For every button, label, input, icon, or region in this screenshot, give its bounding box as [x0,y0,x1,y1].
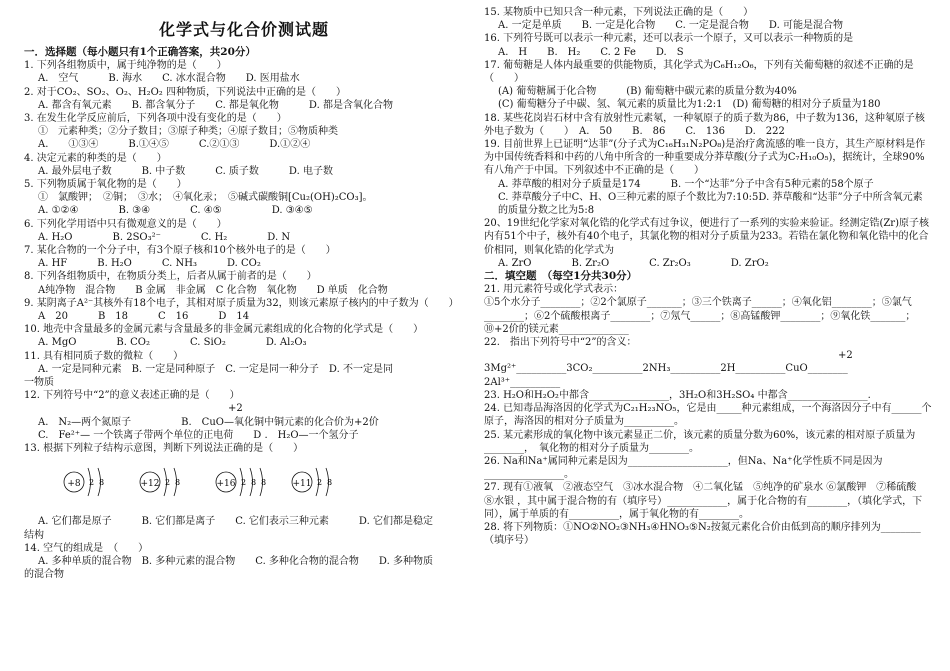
question-text: 17. 葡萄糖是人体内最重要的供能物质，其化学式为C₆H₁₂O₆，下列有关葡萄糖的叙述不正确的是（ ） [484,59,914,85]
atom-nucleus-label: +12 [140,479,160,490]
question-text: 14. 空气的组成是 （ ） [24,542,149,554]
question-text: 24. 已知毒品海洛因的化学式为C₂₁H₂₃NO₅，它是由_____种元素组成，一个海洛因分子中有______个原子，海洛因的相对分子质量为__________。 [484,403,932,428]
answer-options: A. 一定是单质 B. 一定是化合物 C. 一定是混合物 D. 可能是混合物 [498,20,843,32]
atom-diagram [134,460,194,510]
answer-options: A. HF B. H₂O C. NH₃ D. CO₂ [38,258,261,270]
left-questions [24,59,464,581]
answer-options: A. H₂O B. 2SO₃²⁻ C. H₂ D. N [38,231,291,243]
question-text: 2Al³⁺__________ [484,376,561,388]
question-text: 27. 现有①液氧 ②液态空气 ③冰水混合物 ④二氧化锰 ⑤纯净的矿泉水 ⑥氯酸钾 ⑦稀硫酸 ⑧水银 ，其中属于混合物的有（填序号）____________，属于化合物的有________，（填化学式，下同），属于单质的有__________，属于氧化物的有________。 [484,482,927,520]
atom-diagram [210,460,270,510]
answer-options: A. 多种单质的混合物 B. 多种元素的混合物 C. 多种化合物的混合物 D. 多种物质 [38,555,433,567]
question-text: 12. 下列符号中“2”的意义表述正确的是（ ） [24,390,240,402]
question-text: 10. 地壳中含量最多的金属元素与含量最多的非金属元素组成的化合物的化学式是（ ） [24,324,424,336]
answer-options: A. H B. H₂ C. 2 Fe D. S [498,46,684,58]
answer-options: (C) 葡萄糖分子中碳、氢、氧元素的质量比为1:2:1 (D) 葡萄糖的相对分子质量为180 [498,99,881,111]
question-text: 6. 下列化学用语中只有微观意义的是（ ） [24,218,227,230]
section-choice-heading: 一．选择题（每小题只有1个正确答案，共20分） [24,46,256,58]
question-text: 18. 某些花岗岩石材中含有放射性元素氡，一种氡原子的质子数为86，中子数为136，这种氡原子核外电子数为（ ） A. 50 B. 86 C. 136 D. 222 [484,112,925,137]
svg-text:2: 2 [241,478,247,488]
question-text: 20、19世纪化学家对氧化锆的化学式有过争议，便进行了一系列的实验来验证。经测定锆(Zr)原子核内有51个中子，核外有40个电子，其氯化物的相对分子质量为233。若锆在氯化物和氧化锆中的化合价相同，则氧化锆的化学式为 [484,218,929,256]
answer-options: A. ①②④ B. ③④ C. ④⑤ D. ③④⑤ [38,205,313,217]
answer-options: (A) 葡萄糖属于化合物 (B) 葡萄糖中碳元素的质量分数为40% [498,86,797,98]
question-text: 一物质 [24,377,54,389]
answer-options: A纯净物 混合物 B 金属 非金属 C 化合物 氧化物 D 单质 化合物 [38,284,388,296]
question-text: 19. 目前世界上已证明“达菲”(分子式为C₁₆H₃₁N₂PO₈)是治疗禽流感的唯一良方，其生产原材料是作为中国传统香料和中药的八角中所含的一种重要成分莽草酸(分子式为C₇H₁₀O₅)，据统计，全球90%有八角产于中国。下列叙述中不正确的是（ ） [484,139,926,177]
answer-options: C. 莽草酸分子中C、H、O三种元素的原子个数比为7:10:5D. 莽草酸和“达菲”分子中所含氧元素的质量分数之比为5:8 [498,191,923,217]
question-text: 2. 对于CO₂、SO₂、O₂、H₂O₂ 四种物质，下列说法中正确的是（ ） [24,86,346,98]
atom-nucleus-label: +16 [216,479,236,490]
question-text: 25. 某元素形成的氧化物中该元素显正二价，该元素的质量分数为60%，该元素的相对原子质量为________， 氧化物的相对分子质量为________。 [484,429,916,454]
question-text: 26. Na和Na⁺属同种元素是因为____________________，但Na、Na⁺化学性质不同是因为________________。 [484,455,883,481]
section-heading: 二．填空题 （每空1分共30分） [484,270,638,283]
left-column [24,0,464,581]
answer-options: +2 [38,403,243,415]
question-text: 结构 [24,529,44,541]
question-text: 8. 下列各组物质中，在物质分类上，后者从属于前者的是（ ） [24,271,317,283]
svg-text:8: 8 [99,478,105,488]
answer-options: A. 莽草酸的相对分子质量是174 B. 一个“达菲”分子中含有5种元素的58个原子 [498,178,874,190]
question-text: 1. 下列各组物质中，属于纯净物的是（ ） [24,60,227,72]
question-text: 3. 在发生化学反应前后，下列各项中没有变化的是（ ） [24,113,287,125]
answer-options: A. 它们都是原子 B. 它们都是离子 C. 它们表示三种元素 D. 它们都是稳定 [38,516,433,528]
answer-options: A. 空气 B. 海水 C. 冰水混合物 D. 医用盐水 [38,73,300,85]
svg-text:8: 8 [251,478,257,488]
answer-options: ① 氯酸钾； ②铜； ③水； ④氧化汞； ⑤碱式碳酸铜[Cu₂(OH)₂CO₃]。 [38,192,373,204]
answer-options: ① 元素种类；②分子数目；③原子种类；④原子数目；⑤物质种类 [38,126,338,138]
question-text: 11. 具有相同质子数的微粒（ ） [24,350,184,362]
question-text: 22. 指出下列符号中“2”的含义： [484,337,637,349]
atom-nucleus-label: +11 [292,479,312,490]
question-text: 的混合物 [24,569,64,581]
answer-options: A. MgO B. CO₂ C. SiO₂ D. Al₂O₃ [38,337,307,349]
svg-text:8: 8 [261,478,267,488]
question-text: ①5个水分子________；②2个氯原子_______；③三个铁离子______；④氧化铝________；⑤氯气________；⑥2个硫酸根离子________；⑦氖气______；⑧高锰酸钾________；⑨氧化铁_______；⑩+2价的镁元素______________ [484,297,916,335]
svg-text:8: 8 [327,478,333,488]
page-title: 化学式与化合价测试题 [158,20,329,39]
question-text: 28. 将下列物质：①NO②NO₂③NH₃④HNO₃⑤N₂按氮元素化合价由低到高的顺序排列为________（填序号） [484,521,921,547]
question-text: 23. H₂O和H₂O₂中都含________________，3H₂O和3H₂SO₄ 中都含________________. [484,389,871,401]
right-questions [484,6,932,547]
answer-options: A. ZrO B. Zr₂O C. Zr₂O₃ D. ZrO₂ [498,257,769,269]
atom-diagram [58,460,118,510]
svg-text:2: 2 [165,478,171,488]
atom-nucleus-label: +8 [67,479,81,490]
atom-diagram [286,460,346,510]
question-text: 16. 下列符号既可以表示一种元素，还可以表示一个原子，又可以表示一种物质的是 [484,33,854,45]
question-text: 13. 根据下列粒子结构示意图，判断下列说法正确的是（ ） [24,443,304,455]
question-text: 7. 某化合物的一个分子中，有3个原子核和10个核外电子的是（ ） [24,245,336,257]
answer-options: A 20 B 18 C 16 D 14 [38,311,250,323]
svg-text:2: 2 [89,478,95,488]
svg-text:2: 2 [317,478,323,488]
answer-options: A. 一定是同种元素 B. 一定是同种原子 C. 一定是同一种分子 D. 不一定是同 [38,363,393,375]
atom-structure-diagrams [24,457,464,513]
answer-options: A. N₂—两个氮原子 B. CuO—氧化铜中铜元素的化合价为+2价 [38,416,379,428]
question-text: 3Mg²⁺__________3CO₂__________2NH₃__________2H__________CuO________ [484,363,848,375]
answer-options: C. Fe²⁺— 一个铁离子带两个单位的正电荷 D . H₂O—一个氢分子 [38,429,359,441]
question-text: 15. 某物质中已知只含一种元素，下列说法正确的是（ ） [484,7,754,18]
right-column [484,0,932,547]
question-text: 9. 某阴离子A²⁻其核外有18个电子，其相对原子质量为32，则该元素原子核内的中子数为（ ） [24,297,459,309]
answer-options: +2 [498,350,853,362]
answer-options: A. 都含有氧元素 B. 都含氧分子 C. 都是氧化物 D. 都是含氧化合物 [38,99,393,111]
question-text: 4. 决定元素的种类的是（ ） [24,152,167,164]
answer-options: A. 最外层电子数 B. 中子数 C. 质子数 D. 电子数 [38,165,333,177]
question-text: 5. 下列物质属于氧化物的是（ ） [24,179,187,191]
svg-text:8: 8 [175,478,181,488]
question-text: 21. 用元素符号或化学式表示： [484,284,624,296]
answer-options: A. ①③④ B.①④⑤ C.②①③ D.①②④ [38,139,311,151]
